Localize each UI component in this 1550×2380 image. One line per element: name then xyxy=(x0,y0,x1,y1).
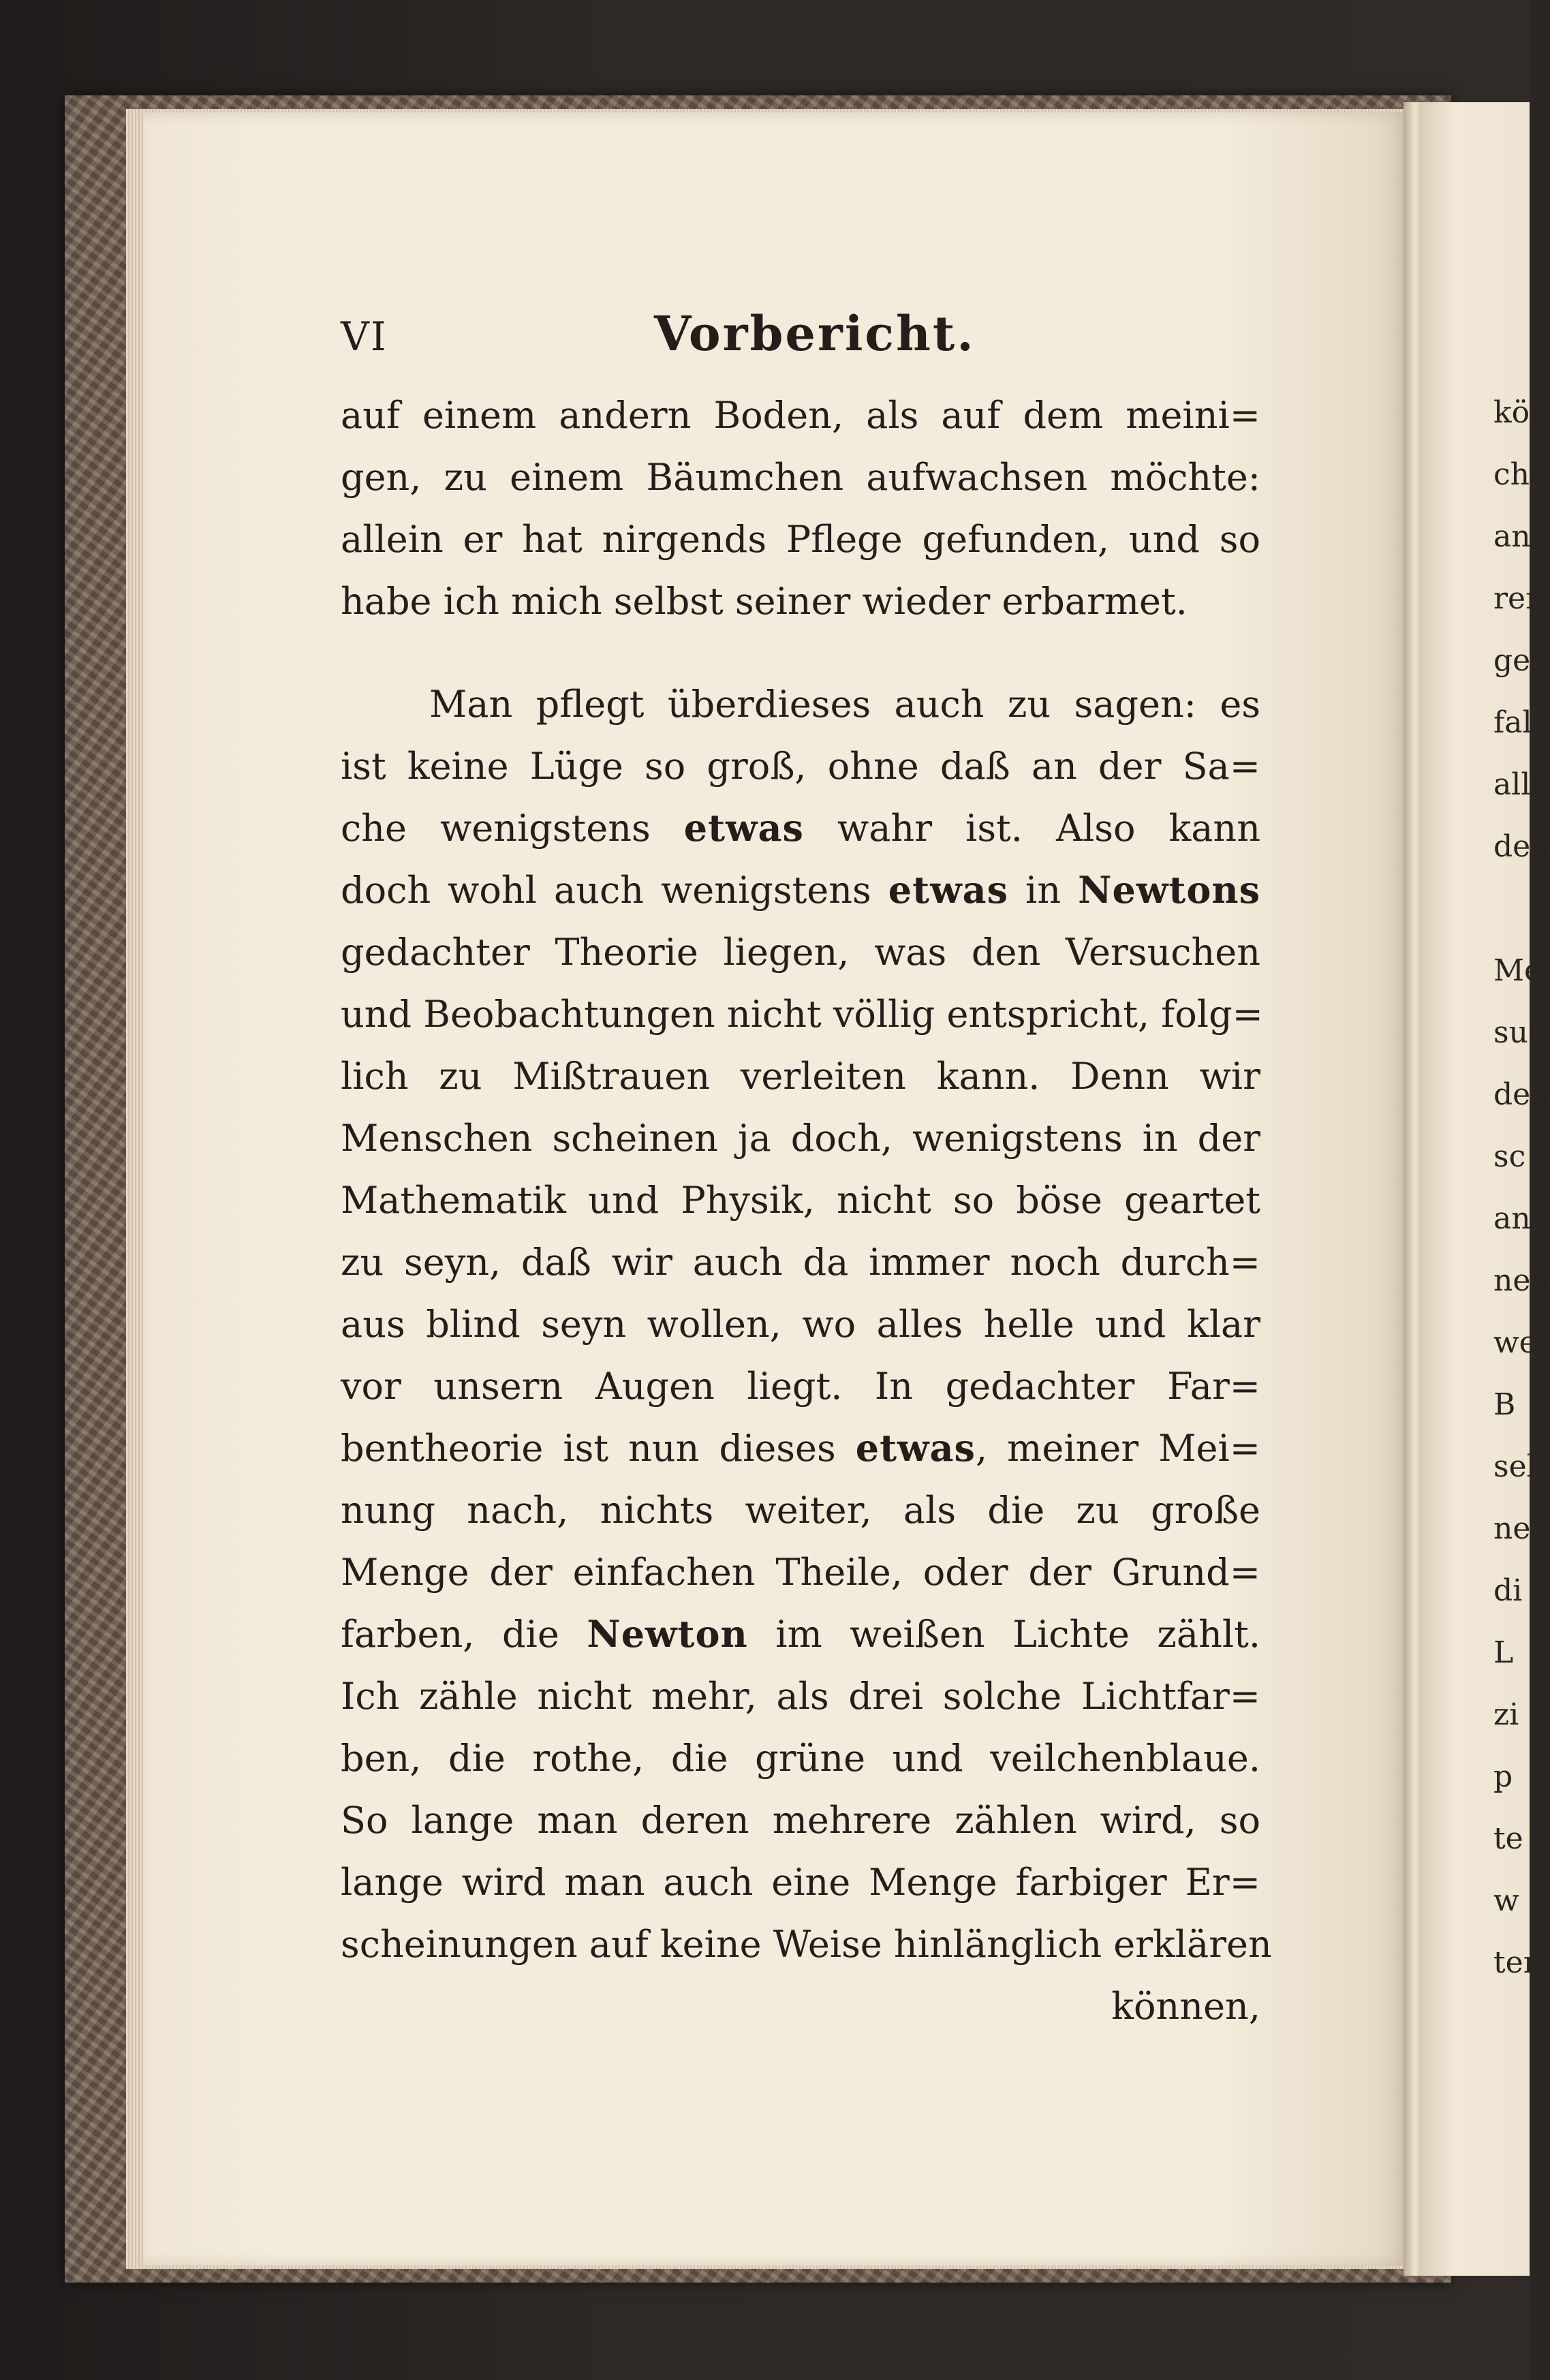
text-line: scheinungen auf keine Weise hinlänglich erklären xyxy=(341,1923,1272,1966)
facing-page-fragment: che xyxy=(1493,457,1548,492)
page-number: VI xyxy=(341,313,388,360)
facing-page-fragment: we xyxy=(1493,1325,1537,1360)
text-line: vor unsern Augen liegt. In gedachter Far= xyxy=(341,1365,1260,1408)
facing-page-fragment: zi xyxy=(1493,1697,1519,1732)
paragraph-1 xyxy=(341,384,1260,632)
facing-page-fragment: nen xyxy=(1493,1263,1550,1298)
text-line: So lange man deren mehrere zählen wird, so xyxy=(341,1799,1260,1842)
text-line: che wenigstens etwas wahr ist. Also kann xyxy=(341,806,1260,850)
text-line: nung nach, nichts weiter, als die zu große xyxy=(341,1489,1260,1532)
text-line: Man pflegt überdieses auch zu sagen: es xyxy=(429,683,1260,726)
facing-page-fragment: kön xyxy=(1493,395,1549,430)
text-line: lange wird man auch eine Menge farbiger Er= xyxy=(341,1861,1260,1904)
emphasized-word: etwas xyxy=(855,1426,976,1470)
facing-page-fragment: ges xyxy=(1493,643,1546,678)
text-line: Menschen scheinen ja doch, wenigstens in der xyxy=(341,1117,1260,1160)
facing-page-fragment: an xyxy=(1493,1201,1531,1236)
facing-page-fragment: alle xyxy=(1493,767,1549,802)
facing-page-fragment: den xyxy=(1493,1077,1550,1112)
running-title: Vorbericht. xyxy=(654,305,976,362)
text-line: Ich zähle nicht mehr, als drei solche Lichtfar= xyxy=(341,1675,1260,1718)
text-line: Menge der einfachen Theile, oder der Grund= xyxy=(341,1551,1260,1594)
facing-page-fragment: ren xyxy=(1493,581,1545,616)
text-line: zu seyn, daß wir auch da immer noch durch= xyxy=(341,1241,1260,1284)
facing-page-fragment: B xyxy=(1493,1387,1516,1422)
text-line: ist keine Lüge so groß, ohne daß an der Sa= xyxy=(341,745,1260,788)
facing-page-fragment: di xyxy=(1493,1573,1523,1608)
emphasized-word: Newtons xyxy=(1078,868,1260,912)
facing-page-fragment: ne xyxy=(1493,1511,1531,1546)
paragraph-2 xyxy=(341,673,1272,1975)
text-line: habe ich mich selbst seiner wieder erbarmet. xyxy=(341,580,1188,623)
facing-page-fragment: an xyxy=(1493,519,1531,554)
page-text-block xyxy=(341,300,1272,2037)
text-line: allein er hat nirgends Pflege gefunden, und so xyxy=(341,518,1260,561)
text-line: lich zu Mißtrauen verleiten kann. Denn wir xyxy=(341,1055,1260,1098)
emphasized-word: etwas xyxy=(888,868,1008,912)
text-line: gedachter Theorie liegen, was den Versuchen xyxy=(341,931,1260,974)
facing-page-fragment: L xyxy=(1493,1635,1514,1670)
text-line: auf einem andern Boden, als auf dem meini= xyxy=(341,394,1260,437)
facing-page-fragment: sc xyxy=(1493,1139,1526,1174)
text-line: Mathematik und Physik, nicht so böse geartet xyxy=(341,1179,1260,1222)
page-header xyxy=(341,300,1260,368)
catchword: können, xyxy=(1111,1985,1260,2028)
text-line: farben, die Newton im weißen Lichte zählt. xyxy=(341,1612,1260,1656)
text-line: doch wohl auch wenigstens etwas in Newtons xyxy=(341,868,1260,912)
facing-page-fragment: te xyxy=(1493,1821,1523,1856)
facing-page-fragment: ter xyxy=(1493,1945,1538,1980)
emphasized-word: Newton xyxy=(587,1612,748,1656)
text-line: bentheorie ist nun dieses etwas, meiner Mei= xyxy=(341,1426,1260,1470)
facing-page-fragment xyxy=(1493,878,1528,940)
emphasized-word: etwas xyxy=(683,806,804,850)
text-line: und Beobachtungen nicht völlig entspricht, folg= xyxy=(341,993,1263,1036)
text-line: ben, die rothe, die grüne und veilchenblaue. xyxy=(341,1737,1260,1780)
facing-page-fragment: sel xyxy=(1493,1449,1536,1484)
facing-page-fragment: w xyxy=(1493,1883,1519,1918)
text-line: gen, zu einem Bäumchen aufwachsen möchte: xyxy=(341,456,1260,499)
facing-page-fragment: Me xyxy=(1493,953,1543,988)
text-line: aus blind seyn wollen, wo alles helle und klar xyxy=(341,1303,1260,1346)
facing-page-fragment: den xyxy=(1493,829,1550,864)
book-gutter xyxy=(1404,102,1423,2276)
facing-page-fragment: suc xyxy=(1493,1015,1545,1050)
facing-page-text xyxy=(1493,382,1550,1994)
facing-page-fragment: p xyxy=(1493,1759,1513,1794)
facing-page-fragment: fal xyxy=(1493,705,1532,740)
